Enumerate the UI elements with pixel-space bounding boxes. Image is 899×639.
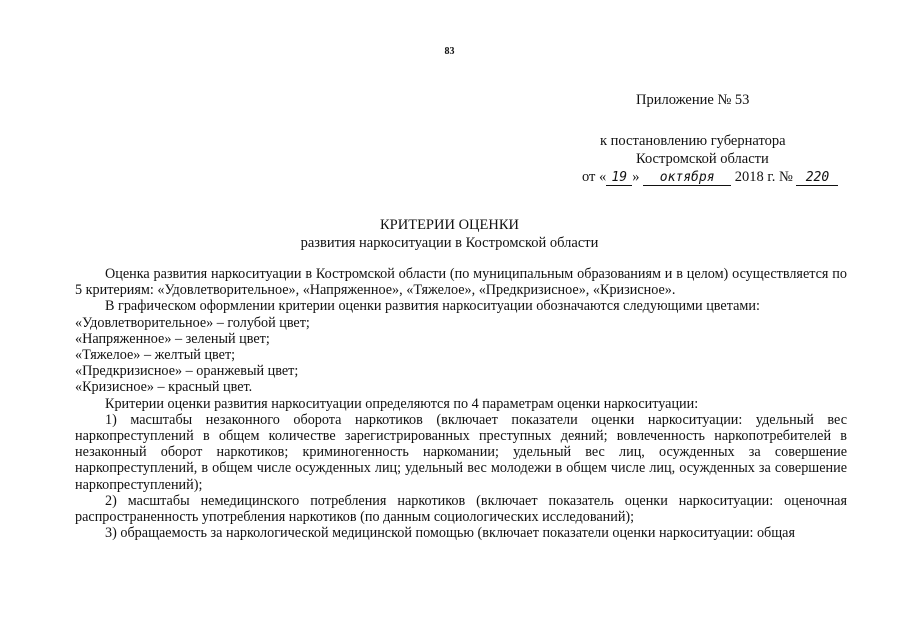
date-prefix: от « <box>582 169 607 185</box>
resolution-date-line <box>572 168 862 186</box>
color-item-satisfactory: «Удовлетворительное» – голубой цвет; <box>75 314 310 331</box>
color-item-heavy: «Тяжелое» – желтый цвет; <box>75 347 236 364</box>
date-mid: » <box>632 169 640 185</box>
resolution-block <box>572 132 862 186</box>
criteria-item-1: 1) масштабы незаконного оборота наркотиков (включает показатели оценки наркоситуации: удельный вес наркопреступлений в общем количестве зарегистрированных преступных деяний; вовлеченность наркопотребителей в незаконный оборот наркотиков; криминогенность наркомании; удельный вес лиц, осужденных за совершение наркопреступлений, в общем числе осужденных лиц; удельный вес молодежи в общем числе лиц, осужденных за совершение наркопреступлений); <box>75 411 847 493</box>
date-month: октября <box>659 170 715 185</box>
page-number: 83 <box>444 46 455 57</box>
date-year: 2018 г. № <box>734 169 793 185</box>
paragraph: Оценка развития наркоситуации в Костромской области (по муниципальным образованиям и в целом) осуществляется по 5 критериям: «Удовлетворительное», «Напряженное», «Тяжелое», «Предкризисное», «Кризисное». <box>75 266 847 299</box>
color-item-crisis: «Кризисное» – красный цвет. <box>75 379 253 396</box>
criteria-item-2: 2) масштабы немедицинского потребления наркотиков (включает показатель оценки наркоситуации: оценочная распространенность употребления наркотиков (по данным социологических исследований); <box>75 492 847 526</box>
resolution-line-1: к постановлению губернатора <box>600 133 786 149</box>
document-body <box>75 266 847 541</box>
title-sub: развития наркоситуации в Костромской области <box>300 235 599 251</box>
date-day: 19 <box>611 170 628 185</box>
paragraph: В графическом оформлении критерии оценки развития наркоситуации обозначаются следующими цветами: <box>105 298 760 315</box>
resolution-line-2: Костромской области <box>636 151 769 167</box>
criteria-item-3: 3) обращаемость за наркологической медицинской помощью (включает показатели оценки наркоситуации: общая <box>105 525 796 542</box>
paragraph: Критерии оценки развития наркоситуации определяются по 4 параметрам оценки наркоситуации: <box>105 395 699 412</box>
document-number: 220 <box>805 170 830 185</box>
document-title <box>0 216 899 252</box>
color-item-precrisis: «Предкризисное» – оранжевый цвет; <box>75 363 299 380</box>
color-item-tense: «Напряженное» – зеленый цвет; <box>75 330 270 347</box>
title-main: КРИТЕРИИ ОЦЕНКИ <box>380 217 519 233</box>
appendix-label: Приложение № 53 <box>636 92 750 108</box>
